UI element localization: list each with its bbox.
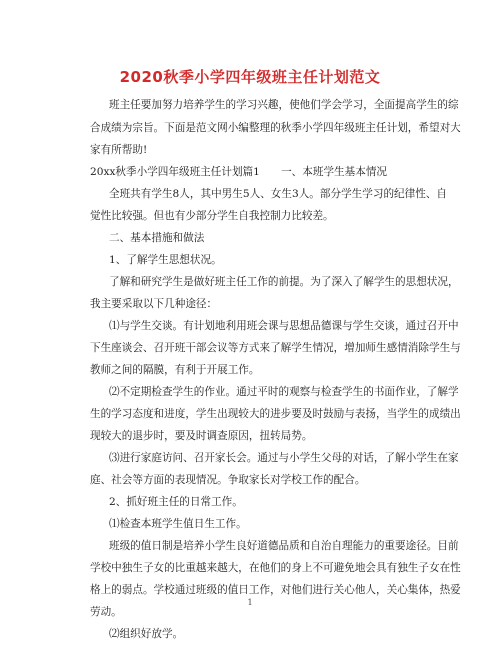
paragraph-line: 生的学习态度和进度，学生出现较大的进步要及时鼓励与表扬，当学生的成绩出 [90, 408, 461, 420]
paragraph-line: 20xx秋季小学四年级班主任计划篇1 一、本班学生基本情况 [90, 166, 388, 178]
paragraph-line: 教师之间的隔膜，有利于开展工作。 [90, 364, 260, 376]
page-number: 1 [247, 598, 253, 607]
paragraph-line: 班主任要加努力培养学生的学习兴趣，使他们学会学习，全面提高学生的综 [109, 99, 459, 111]
subsection-heading: 2、抓好班主任的日常工作。 [109, 496, 243, 508]
paragraph-line: ⑵组织好放学。 [109, 628, 184, 640]
paragraph-line: ⑴检查本班学生值日生工作。 [109, 518, 247, 530]
paragraph-line: 劳动。 [90, 606, 122, 618]
paragraph-line: 家有所帮助! [90, 144, 148, 156]
paragraph-line: 下生座谈会、召开班干部会议等方式来了解学生情况，增加师生感情消除学生与 [90, 342, 461, 354]
paragraph-line: 现较大的退步时，要及时调查原因，扭转局势。 [90, 430, 313, 442]
paragraph-line: 了解和研究学生是做好班主任工作的前提。为了深入了解学生的思想状况， [109, 276, 459, 288]
paragraph-line: 我主要采取以下几种途径： [90, 298, 218, 310]
paragraph-line: 合成绩为宗旨。下面是范文网小编整理的秋季小学四年级班主任计划，希望对大 [90, 122, 461, 134]
paragraph-line: 庭、社会等方面的表现情况。争取家长对学校工作的配合。 [90, 474, 366, 486]
paragraph-line: 学校中独生子女的比重越来越大，在他们的身上不可避免地会具有独生子女在性 [90, 562, 461, 574]
paragraph-line: 觉性比较强。但也有少部分学生自我控制力比较差。 [90, 210, 334, 222]
paragraph-line: ⑶进行家庭访问、召开家长会。通过与小学生父母的对话，了解小学生在家 [109, 452, 459, 464]
paragraph-line: ⑴与学生交谈。有计划地利用班会课与思想品德课与学生交谈，通过召开中 [109, 320, 459, 332]
paragraph-line: 全班共有学生8人，其中男生5人、女生3人。部分学生学习的纪律性、自 [109, 188, 448, 200]
paragraph-line: ⑵不定期检查学生的作业。通过平时的观察与检查学生的书面作业，了解学 [109, 386, 459, 398]
document-title: 2020秋季小学四年级班主任计划范文 [119, 68, 381, 86]
section-heading: 二、基本措施和做法 [109, 232, 205, 244]
paragraph-line: 格上的弱点。学校通过班级的值日工作，对他们进行关心他人，关心集体，热爱 [90, 584, 461, 596]
subsection-heading: 1、了解学生思想状况。 [109, 254, 222, 266]
paragraph-line: 班级的值日制是培养小学生良好道德品质和自治自理能力的重要途径。目前 [109, 540, 459, 552]
